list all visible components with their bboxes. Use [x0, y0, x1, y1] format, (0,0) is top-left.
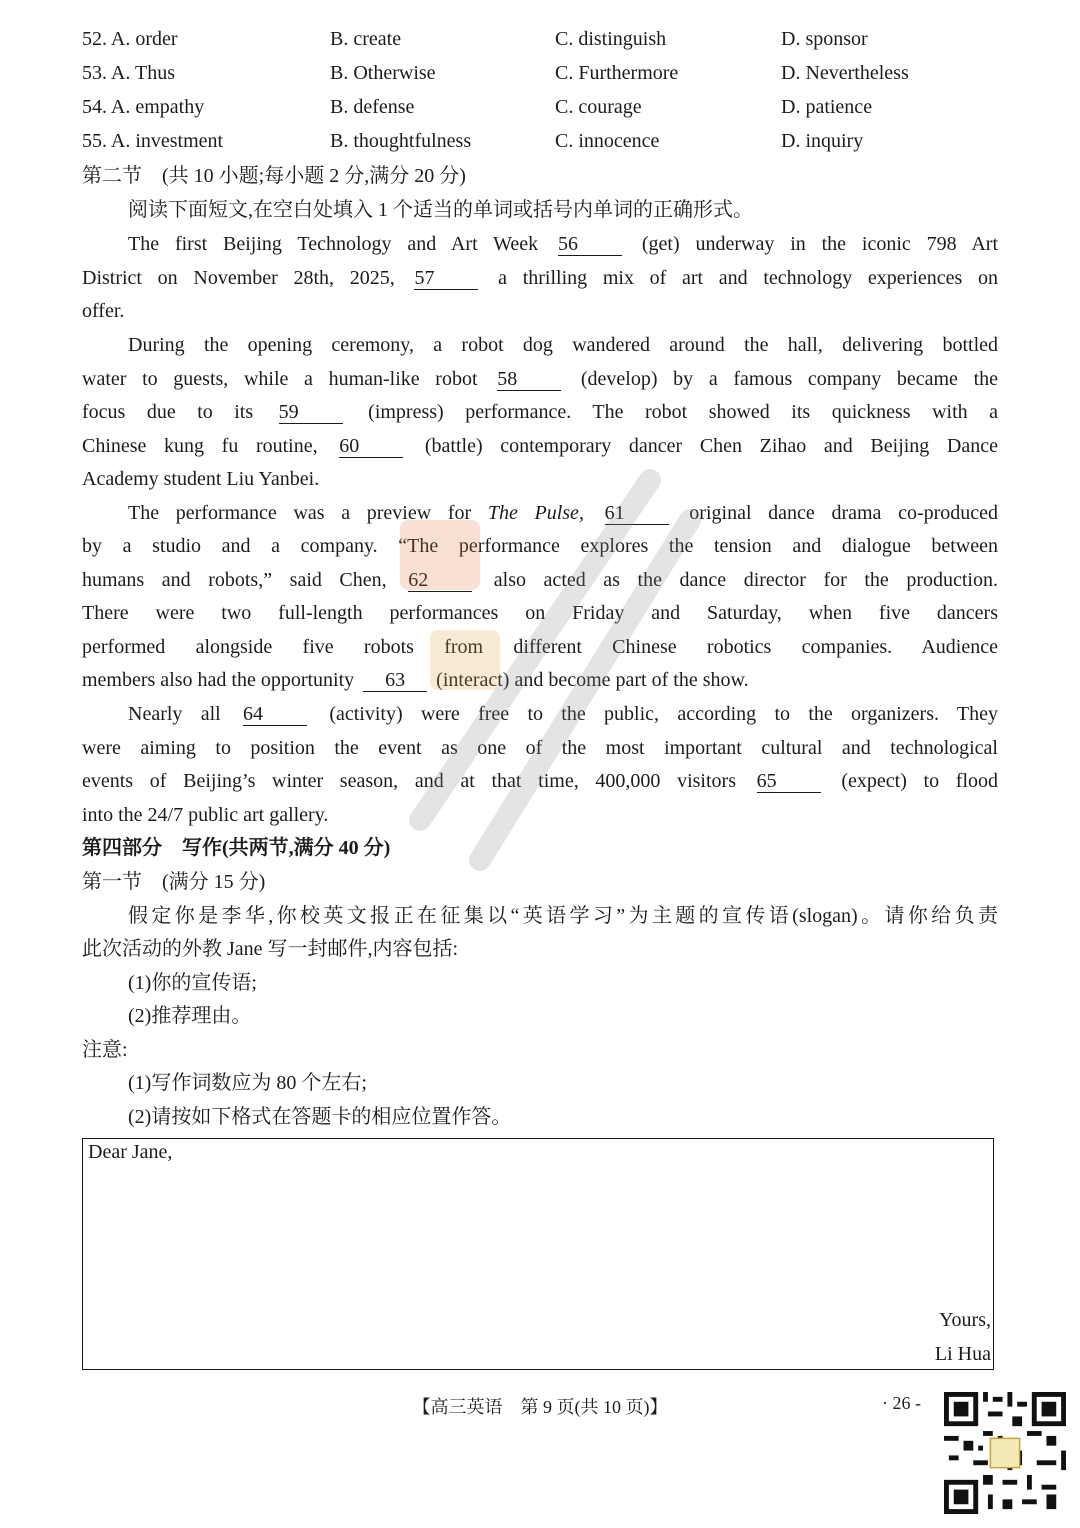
page-footer: 【高三英语 第 9 页(共 10 页)】	[412, 1397, 668, 1417]
option-row-55	[82, 130, 1002, 164]
option-row-53	[82, 62, 1002, 96]
option-a: 53. A. Thus	[82, 62, 175, 84]
note-2: (2)请按如下格式在答题卡的相应位置作答。	[128, 1106, 512, 1128]
part4-heading: 第四部分 写作(共两节,满分 40 分)	[82, 837, 391, 859]
option-b: B. thoughtfulness	[330, 130, 472, 152]
blank-61[interactable]: 61	[605, 502, 669, 525]
blank-63[interactable]: 63	[363, 669, 427, 692]
option-d: D. inquiry	[781, 130, 864, 152]
option-b: B. create	[330, 28, 402, 50]
passage-line: District on November 28th, 2025, 57 a thrilling mix of art and technology experiences on	[82, 267, 998, 289]
page-number: · 26 -	[882, 1393, 921, 1413]
option-c: C. courage	[555, 96, 642, 118]
passage-line: into the 24/7 public art gallery.	[82, 804, 329, 826]
option-d: D. sponsor	[781, 28, 868, 50]
answer-box[interactable]	[82, 1138, 994, 1370]
blank-65[interactable]: 65	[757, 770, 821, 793]
option-d: D. patience	[781, 96, 873, 118]
option-a: 52. A. order	[82, 28, 178, 50]
passage-line: by a studio and a company. “The performance explores the tension and dialogue between	[82, 535, 998, 557]
passage-line: Chinese kung fu routine, 60 (battle) contemporary dancer Chen Zihao and Beijing Dance	[82, 435, 998, 457]
option-d: D. Nevertheless	[781, 62, 909, 84]
option-b: B. defense	[330, 96, 415, 118]
task-point-2: (2)推荐理由。	[128, 1005, 252, 1027]
passage-line: There were two full-length performances on Friday and Saturday, when five dancers	[82, 602, 998, 624]
letter-closing: Yours,	[939, 1309, 991, 1331]
blank-57[interactable]: 57	[414, 267, 478, 290]
option-a: 55. A. investment	[82, 130, 224, 152]
passage-line: humans and robots,” said Chen, 62 also acted as the dance director for the production.	[82, 569, 998, 591]
note-1: (1)写作词数应为 80 个左右;	[128, 1072, 367, 1094]
part4-section1: 第一节 (满分 15 分)	[82, 871, 266, 893]
blank-62[interactable]: 62	[408, 569, 472, 592]
task-line: 此次活动的外教 Jane 写一封邮件,内容包括:	[82, 938, 459, 960]
task-line: 假定你是李华,你校英文报正在征集以“英语学习”为主题的宣传语(slogan)。请你给负责	[128, 905, 998, 927]
option-row-54	[82, 96, 1002, 130]
passage-line: were aiming to position the event as one of the most important cultural and technological	[82, 737, 998, 759]
passage-line: events of Beijing’s winter season, and at that time, 400,000 visitors 65 (expect) to flood	[82, 770, 998, 792]
passage-line: members also had the opportunity 63 (interact) and become part of the show.	[82, 669, 749, 691]
section2-heading: 第二节 (共 10 小题;每小题 2 分,满分 20 分)	[82, 165, 466, 187]
passage-line: Nearly all 64 (activity) were free to the public, according to the organizers. They	[128, 703, 998, 725]
passage-line: water to guests, while a human-like robot 58 (develop) by a famous company became the	[82, 368, 998, 390]
passage-line: offer.	[82, 300, 125, 322]
option-c: C. distinguish	[555, 28, 667, 50]
blank-64[interactable]: 64	[243, 703, 307, 726]
passage-line: Academy student Liu Yanbei.	[82, 468, 320, 490]
passage-line: The first Beijing Technology and Art Week 56 (get) underway in the iconic 798 Art	[128, 233, 998, 255]
option-row-52	[82, 28, 1002, 62]
note-label: 注意:	[82, 1039, 128, 1061]
blank-59[interactable]: 59	[279, 401, 343, 424]
passage-line: performed alongside five robots from different Chinese robotics companies. Audience	[82, 636, 998, 658]
passage-line: focus due to its 59 (impress) performance. The robot showed its quickness with a	[82, 401, 998, 423]
option-a: 54. A. empathy	[82, 96, 205, 118]
option-c: C. Furthermore	[555, 62, 679, 84]
passage-line: The performance was a preview for The Pulse, 61 original dance drama co-produced	[128, 502, 998, 524]
blank-60[interactable]: 60	[339, 435, 403, 458]
letter-signature: Li Hua	[934, 1343, 991, 1365]
section2-instruction: 阅读下面短文,在空白处填入 1 个适当的单词或括号内单词的正确形式。	[128, 199, 753, 221]
option-c: C. innocence	[555, 130, 660, 152]
drama-title: The Pulse	[487, 502, 579, 524]
task-point-1: (1)你的宣传语;	[128, 972, 257, 994]
option-b: B. Otherwise	[330, 62, 436, 84]
blank-56[interactable]: 56	[558, 233, 622, 256]
qr-code-icon	[944, 1392, 1066, 1514]
passage-line: During the opening ceremony, a robot dog wandered around the hall, delivering bottled	[128, 334, 998, 356]
blank-58[interactable]: 58	[497, 368, 561, 391]
letter-greeting: Dear Jane,	[88, 1141, 173, 1163]
